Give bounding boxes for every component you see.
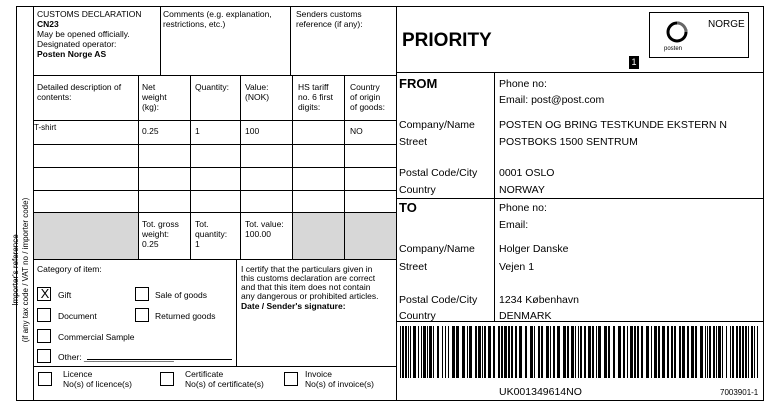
col-header-description-2: contents:	[37, 92, 72, 102]
col-header-hs-3: digits:	[298, 102, 321, 112]
barcode-bar	[623, 326, 625, 378]
barcode-bar	[709, 326, 711, 378]
barcode-bar	[410, 326, 411, 378]
barcode-bar	[433, 326, 434, 378]
barcode-bar	[469, 326, 472, 378]
barcode-bar	[498, 326, 500, 378]
barcode-bar	[563, 326, 566, 378]
sale-of-goods-label: Sale of goods	[155, 290, 207, 300]
barcode-bar	[578, 326, 579, 378]
posten-logo-text: posten	[664, 46, 683, 52]
barcode-bar	[641, 326, 643, 378]
commercial-sample-checkbox[interactable]	[37, 329, 51, 343]
barcode-bar	[445, 326, 446, 378]
barcode-bar	[525, 326, 527, 378]
barcode-bar	[718, 326, 721, 378]
from-company: POSTEN OG BRING TESTKUNDE EKSTERN N	[499, 119, 727, 131]
barcode-bar	[658, 326, 660, 378]
barcode-bar	[584, 326, 586, 378]
from-phone: Phone no:	[499, 78, 547, 90]
barcode-bar	[452, 326, 455, 378]
returned-goods-checkbox[interactable]	[135, 308, 149, 322]
barcode-bar	[541, 326, 543, 378]
barcode-bar	[707, 326, 708, 378]
barcode-bar	[511, 326, 513, 378]
barcode-bar	[700, 326, 703, 378]
barcode-bar	[691, 326, 694, 378]
barcode-bar	[530, 326, 533, 378]
to-heading: TO	[399, 200, 417, 215]
invoice-checkbox[interactable]	[284, 372, 298, 386]
posten-logo-box	[649, 12, 749, 58]
total-qty-value: 1	[195, 239, 200, 249]
barcode-bar	[745, 326, 747, 378]
barcode-bar	[504, 326, 507, 378]
comments-label-2: restrictions, etc.)	[163, 19, 226, 29]
certify-line4: any dangerous or prohibited articles.	[241, 291, 379, 301]
barcode-bar	[442, 326, 443, 378]
barcode-bar	[596, 326, 597, 378]
barcode-bar	[695, 326, 697, 378]
gift-label: Gift	[58, 290, 72, 300]
barcode-bar	[751, 326, 753, 378]
cell-country: NO	[350, 126, 363, 136]
col-header-hs-2: no. 6 first	[298, 92, 333, 102]
to-street: Vejen 1	[499, 261, 535, 273]
from-heading: FROM	[399, 76, 438, 91]
barcode-bar	[618, 326, 621, 378]
barcode-bar	[588, 326, 591, 378]
to-country: DENMARK	[499, 310, 552, 322]
col-header-country-1: Country	[350, 82, 380, 92]
total-value-label: Tot. value:	[245, 219, 284, 229]
col-header-country-3: of goods:	[350, 102, 385, 112]
barcode-bar	[736, 326, 738, 378]
certify-line2: this customs declaration are correct	[241, 273, 376, 283]
comments-label-1: Comments (e.g. explanation,	[163, 9, 272, 19]
licence-label: Licence	[63, 369, 93, 379]
gift-checkbox[interactable]	[37, 287, 51, 301]
to-phone: Phone no:	[499, 202, 547, 214]
signature-label: Date / Sender's signature:	[241, 301, 346, 311]
barcode-bar	[519, 326, 522, 378]
from-company-label: Company/Name	[399, 119, 475, 131]
certify-line1: I certify that the particulars given in	[241, 264, 373, 274]
total-qty-label-2: quantity:	[195, 229, 228, 239]
cell-description: T-shirt	[34, 123, 57, 132]
certificate-checkbox[interactable]	[160, 372, 174, 386]
gray-cell-description	[34, 213, 138, 259]
barcode-bar	[575, 326, 576, 378]
barcode-bar	[630, 326, 633, 378]
barcode-bar	[400, 326, 401, 378]
barcode-bar	[682, 326, 685, 378]
barcode-bar	[662, 326, 665, 378]
col-header-value-1: Value:	[245, 82, 269, 92]
returned-goods-label: Returned goods	[155, 311, 216, 321]
col-header-weight-1: Net	[142, 82, 156, 92]
operator-name: Posten Norge AS	[37, 49, 107, 59]
total-gross-label-1: Tot. gross	[142, 219, 179, 229]
barcode-bar	[651, 326, 652, 378]
senders-ref-1: Senders customs	[296, 9, 362, 19]
barcode-bar	[475, 326, 477, 378]
invoice-label: Invoice	[305, 369, 332, 379]
side-label-line1: Importer's reference	[11, 234, 20, 306]
barcode-bar	[598, 326, 601, 378]
document-label: Document	[58, 311, 97, 321]
other-checkbox[interactable]	[37, 349, 51, 363]
barcode-bar	[637, 326, 639, 378]
barcode-bar	[742, 326, 744, 378]
barcode-bar	[567, 326, 569, 378]
barcode-bar	[423, 326, 426, 378]
barcode-bar	[757, 326, 758, 378]
to-company: Holger Danske	[499, 243, 569, 255]
barcode-bar	[592, 326, 594, 378]
barcode-bar	[467, 326, 468, 378]
barcode-bar	[508, 326, 510, 378]
barcode-bar	[705, 326, 706, 378]
barcode-bar	[456, 326, 459, 378]
licence-checkbox[interactable]	[38, 372, 52, 386]
cell-weight: 0.25	[142, 126, 159, 136]
to-country-label: Country	[399, 310, 436, 322]
invoice-no-label: No(s) of invoice(s)	[305, 379, 374, 389]
barcode-bar	[501, 326, 503, 378]
customs-title: CUSTOMS DECLARATION	[37, 9, 142, 19]
cell-quantity: 1	[195, 126, 200, 136]
to-postal-label: Postal Code/City	[399, 294, 478, 306]
designated-operator-label: Designated operator:	[37, 39, 117, 49]
barcode-bar	[713, 326, 715, 378]
barcode-bar	[732, 326, 734, 378]
tracking-number: UK001349614NO	[499, 386, 582, 398]
col-header-weight-3: (kg):	[142, 102, 159, 112]
from-street-label: Street	[399, 136, 428, 148]
barcode-bar	[478, 326, 481, 378]
barcode-bar	[613, 326, 615, 378]
barcode-bar	[408, 326, 409, 378]
total-gross-label-2: weight:	[142, 229, 169, 239]
cell-value: 100	[245, 126, 260, 136]
sale-of-goods-checkbox[interactable]	[135, 287, 149, 301]
barcode-bar	[550, 326, 551, 378]
barcode-bar	[580, 326, 582, 378]
barcode-bar	[748, 326, 749, 378]
barcode-bar	[515, 326, 517, 378]
col-header-description-1: Detailed description of	[37, 82, 122, 92]
barcode-bar	[571, 326, 574, 378]
barcode-bar	[405, 326, 407, 378]
from-postal: 0001 OSLO	[499, 167, 555, 179]
barcode-bar	[427, 326, 428, 378]
barcode-bar	[646, 326, 649, 378]
barcode-bar	[604, 326, 607, 378]
barcode-bar	[413, 326, 416, 378]
from-email: Email: post@post.com	[499, 94, 605, 106]
barcode-bar	[488, 326, 491, 378]
barcode-bar	[654, 326, 657, 378]
from-country-label: Country	[399, 184, 436, 196]
to-email: Email:	[499, 219, 529, 231]
barcode-bar	[421, 326, 422, 378]
total-gross-value: 0.25	[142, 239, 159, 249]
category-title: Category of item:	[37, 264, 102, 274]
barcode-bar	[608, 326, 610, 378]
licence-no-label: No(s) of licence(s)	[63, 379, 132, 389]
may-open-text: May be opened officially.	[37, 29, 130, 39]
side-label-line2: (if any tax code / VAT no / importer code)	[20, 197, 30, 343]
barcode-bar	[538, 326, 540, 378]
other-label: Other: ___________________	[58, 352, 174, 362]
to-postal: 1234 København	[499, 294, 579, 306]
col-header-value-2: (NOK)	[245, 92, 270, 102]
form-code: CN23	[37, 19, 59, 29]
col-header-country-2: of origin	[350, 92, 381, 102]
to-company-label: Company/Name	[399, 243, 475, 255]
barcode-bar	[634, 326, 636, 378]
barcode-bar	[482, 326, 483, 378]
barcode-bar	[716, 326, 717, 378]
barcode	[398, 326, 762, 378]
barcode-bar	[754, 326, 755, 378]
col-header-hs-1: HS tariff	[298, 82, 329, 92]
total-value-value: 100.00	[245, 229, 271, 239]
from-postal-label: Postal Code/City	[399, 167, 478, 179]
barcode-bar	[739, 326, 741, 378]
barcode-bar	[448, 326, 449, 378]
barcode-bar	[484, 326, 486, 378]
to-street-label: Street	[399, 261, 428, 273]
certify-line3: and that this item does not contain	[241, 282, 371, 292]
from-street: POSTBOKS 1500 SENTRUM	[499, 136, 638, 148]
certificate-label: Certificate	[185, 369, 224, 379]
priority-title: PRIORITY	[402, 30, 492, 51]
posten-logo-icon	[667, 22, 687, 42]
barcode-bar	[726, 326, 727, 378]
sequence-badge: 1	[629, 56, 639, 69]
senders-ref-2: reference (if any):	[296, 19, 363, 29]
barcode-bar	[722, 326, 723, 378]
country-name: NORGE	[708, 19, 745, 30]
barcode-bar	[437, 326, 439, 378]
barcode-bar	[679, 326, 681, 378]
barcode-bar	[730, 326, 731, 378]
barcode-bar	[462, 326, 465, 378]
barcode-bar	[671, 326, 673, 378]
barcode-bar	[553, 326, 555, 378]
gray-cell-hs	[293, 213, 344, 259]
barcode-bar	[667, 326, 669, 378]
barcode-bar	[418, 326, 419, 378]
gray-cell-country	[345, 213, 396, 259]
commercial-sample-label: Commercial Sample	[58, 332, 135, 342]
barcode-graphic	[398, 326, 762, 378]
barcode-bar	[429, 326, 432, 378]
barcode-bar	[674, 326, 676, 378]
from-country: NORWAY	[499, 184, 545, 196]
barcode-bar	[557, 326, 560, 378]
barcode-bar	[687, 326, 689, 378]
barcode-bar	[627, 326, 628, 378]
document-checkbox[interactable]	[37, 308, 51, 322]
form-reference: 7003901-1	[720, 388, 759, 397]
col-header-weight-2: weight	[142, 92, 167, 102]
col-header-quantity: Quantity:	[195, 82, 230, 92]
barcode-bar	[546, 326, 549, 378]
barcode-bar	[493, 326, 495, 378]
barcode-bar	[402, 326, 404, 378]
total-qty-label-1: Tot.	[195, 219, 209, 229]
barcode-bar	[534, 326, 535, 378]
certificate-no-label: No(s) of certificate(s)	[185, 379, 264, 389]
